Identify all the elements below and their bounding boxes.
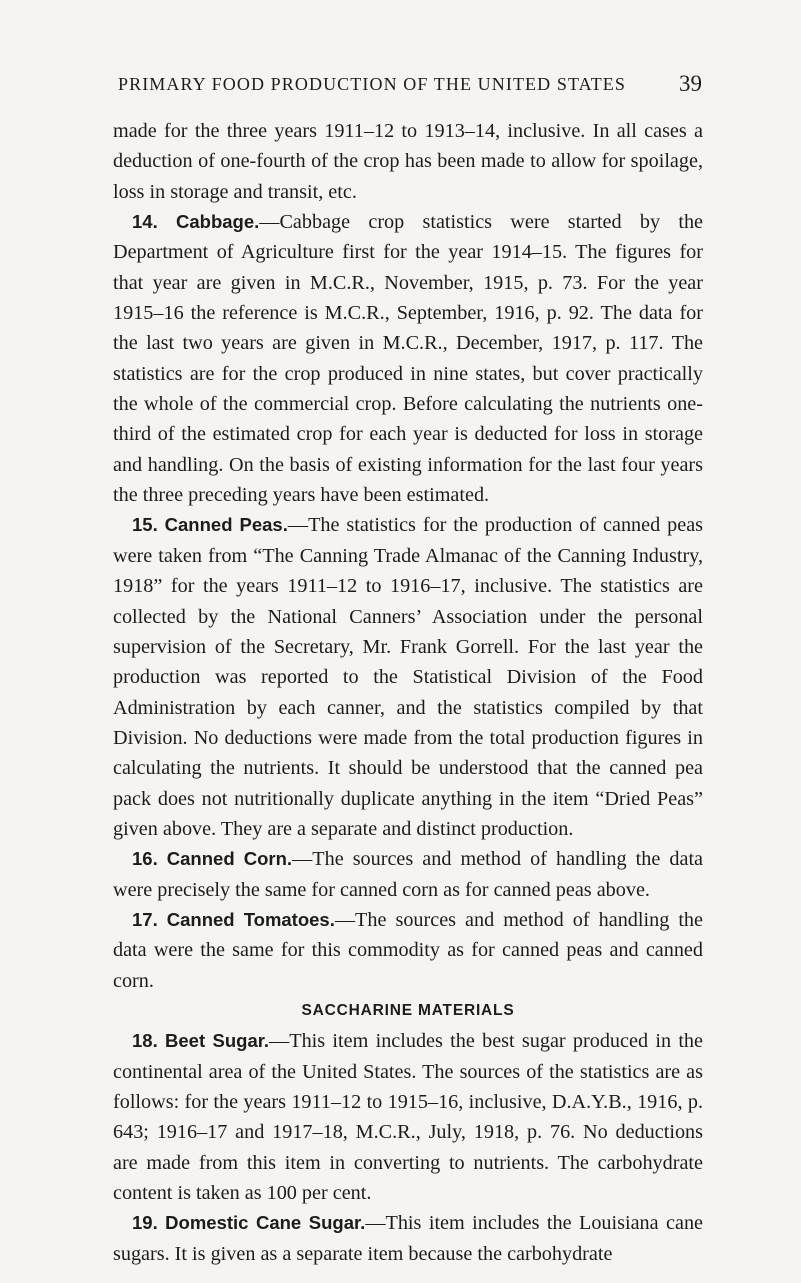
item-text: —This item includes the Louisiana cane sugars. It is given as a separate item because the carbohydrate (113, 1212, 704, 1265)
item-15-paragraph (113, 510, 703, 844)
item-title: Cabbage. (176, 211, 260, 233)
item-title: Canned Tomatoes. (166, 908, 335, 930)
item-number: 14. (132, 211, 158, 233)
item-title: Beet Sugar. (165, 1030, 270, 1052)
item-number: 19. (132, 1212, 158, 1234)
item-text: —The sources and method of handling the data were precisely the same for canned corn as for canned peas above. (113, 848, 704, 901)
continuation-paragraph: made for the three years 1911–12 to 1913–14, inclusive. In all cases a deduction of one-fourth of the crop has been made to allow for spoilage, loss in storage and transit, etc. (113, 120, 703, 203)
item-title: Domestic Cane Sugar. (165, 1212, 366, 1234)
item-17-paragraph (113, 905, 703, 996)
item-14-paragraph (113, 207, 703, 510)
item-number: 18. (132, 1030, 158, 1052)
item-title: Canned Corn. (166, 848, 293, 870)
item-18-paragraph (113, 1026, 703, 1208)
body-text (113, 116, 703, 1269)
item-19-paragraph (113, 1208, 703, 1269)
item-text: —This item includes the best sugar produced in the continental area of the United States. The sources of the statistics are as follows: for the years 1911–12 to 1915–16, inclusive, D.A.Y.B., 1916, p. 643; 1916–17 and 1917–18, M.C.R., July, 1918, p. 76. No deductions are made from this item in converting to nutrients. The carbohydrate content is taken as 100 per cent. (113, 1030, 703, 1205)
item-number: 17. (132, 908, 158, 930)
running-title: PRIMARY FOOD PRODUCTION OF THE UNITED STATES (118, 74, 626, 94)
item-number: 16. (132, 848, 158, 870)
item-title: Canned Peas. (164, 514, 288, 536)
section-heading: SACCHARINE MATERIALS (301, 1001, 515, 1019)
item-text: —The statistics for the production of canned peas were taken from “The Canning Trade Almanac of the Canning Industry, 1918” for the years 1911–12 to 1916–17, inclusive. The statistics are collected by the National Canners’ Association under the personal supervision of the Secretary, Mr. Frank Gorrell. For the last year the production was reported to the Statistical Division of the Food Administration by each canner, and the statistics compiled by that Division. No deductions were made from the total production figures in calculating the nutrients. It should be understood that the canned pea pack does not nutritionally duplicate anything in the item “Dried Peas” given above. They are a separate and distinct production. (113, 514, 704, 840)
running-head (118, 71, 702, 100)
page-number: 39 (679, 71, 702, 96)
item-text: —The sources and method of handling the data were the same for this commodity as for canned peas and canned corn. (113, 908, 703, 992)
item-16-paragraph (113, 844, 703, 905)
item-text: —Cabbage crop statistics were started by the Department of Agriculture first for the year 1914–15. The figures for that year are given in M.C.R., November, 1915, p. 73. For the year 1915–16 the reference is M.C.R., September, 1916, p. 92. The data for the last two years are given in M.C.R., December, 1917, p. 117. The statistics are for the crop produced in nine states, but cover practically the whole of the commercial crop. Before calculating the nutrients one-third of the estimated crop for each year is deducted for loss in storage and handling. On the basis of existing information for the last four years the three preceding years have been estimated. (113, 211, 704, 507)
item-number: 15. (132, 514, 158, 536)
